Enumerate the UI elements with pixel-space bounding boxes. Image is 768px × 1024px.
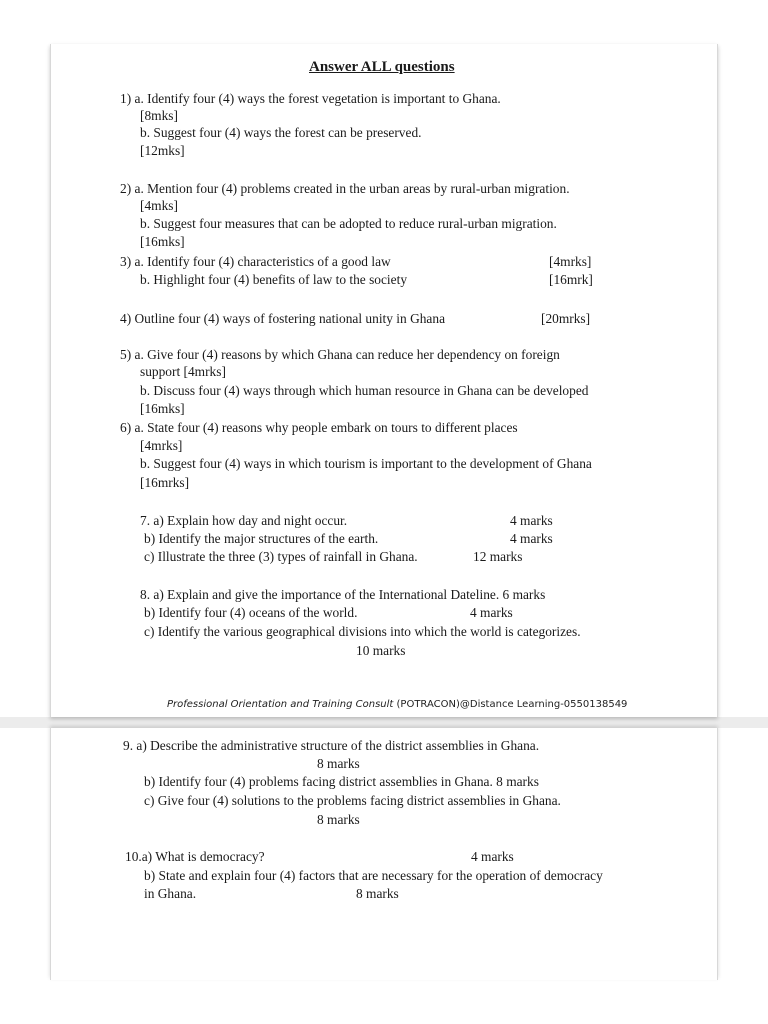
question-10a: 10.a) What is democracy? [125,849,265,864]
question-2a-marks: [4mks] [140,198,178,213]
question-7c-marks: 12 marks [473,549,523,564]
question-7b: b) Identify the major structures of the earth. [144,531,379,546]
question-6b-marks: [16mrks] [140,475,190,490]
question-5a: 5) a. Give four (4) reasons by which Ghana can reduce her dependency on foreign [120,347,560,362]
question-4: 4) Outline four (4) ways of fostering national unity in Ghana [120,311,446,326]
question-5b-marks: [16mks] [140,401,185,416]
question-9a-marks: 8 marks [317,756,360,771]
question-6a: 6) a. State four (4) reasons why people embark on tours to different places [120,420,518,435]
question-7a-marks: 4 marks [510,513,553,528]
question-2b-marks: [16mks] [140,234,185,249]
question-8c: c) Identify the various geographical divisions into which the world is categorizes. [144,624,581,639]
page-separator [0,717,768,728]
question-8c-marks: 10 marks [356,643,406,658]
question-9c: c) Give four (4) solutions to the problems facing district assemblies in Ghana. [144,793,561,808]
question-9a: 9. a) Describe the administrative structure of the district assemblies in Ghana. [123,738,540,753]
question-3b: b. Highlight four (4) benefits of law to the society [140,272,408,287]
footer-company: Professional Orientation and Training Consult [167,699,394,710]
question-4-marks: [20mrks] [541,311,591,326]
question-6b: b. Suggest four (4) ways in which tourism is important to the development of Ghana [140,456,592,471]
page-title: Answer ALL questions [309,59,455,75]
question-7b-marks: 4 marks [510,531,553,546]
question-10b-cont: in Ghana. [144,886,197,901]
question-1b-marks: [12mks] [140,143,185,158]
question-6a-marks: [4mrks] [140,438,183,453]
question-1a-marks: [8mks] [140,108,178,123]
question-7a: 7. a) Explain how day and night occur. [140,513,348,528]
question-9b: b) Identify four (4) problems facing district assemblies in Ghana. 8 marks [144,774,539,789]
question-5a-cont: support [4mrks] [140,364,226,379]
question-1a: 1) a. Identify four (4) ways the forest vegetation is important to Ghana. [120,91,501,106]
question-10b-marks: 8 marks [356,886,399,901]
question-10a-marks: 4 marks [471,849,514,864]
footer-contact: (POTRACON)@Distance Learning-0550138549 [396,699,628,710]
question-8b: b) Identify four (4) oceans of the world. [144,605,358,620]
question-3a: 3) a. Identify four (4) characteristics of a good law [120,254,391,269]
page-footer [167,699,627,710]
question-8b-marks: 4 marks [470,605,513,620]
question-8a: 8. a) Explain and give the importance of the International Dateline. 6 marks [140,587,546,602]
question-3a-marks: [4mrks] [549,254,592,269]
question-2b: b. Suggest four measures that can be adopted to reduce rural-urban migration. [140,216,557,231]
question-1b: b. Suggest four (4) ways the forest can be preserved. [140,125,422,140]
question-2a: 2) a. Mention four (4) problems created in the urban areas by rural-urban migration. [120,181,570,196]
document-page-1 [50,44,718,717]
question-10b: b) State and explain four (4) factors that are necessary for the operation of democracy [144,868,603,883]
question-7c: c) Illustrate the three (3) types of rainfall in Ghana. [144,549,418,564]
question-9c-marks: 8 marks [317,812,360,827]
question-5b: b. Discuss four (4) ways through which human resource in Ghana can be developed [140,383,589,398]
document-page-2 [50,728,718,980]
question-3b-marks: [16mrk] [549,272,593,287]
